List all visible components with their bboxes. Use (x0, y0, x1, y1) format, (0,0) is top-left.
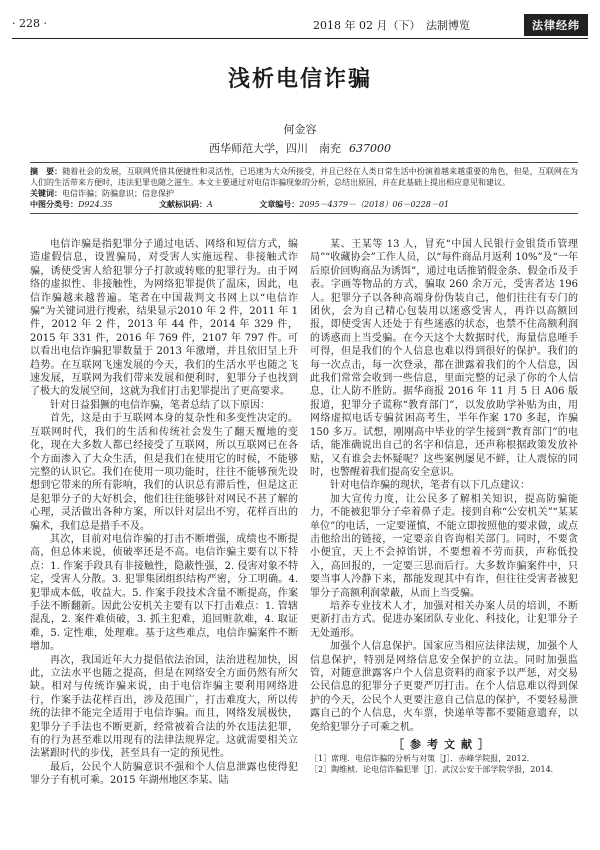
paragraph: 针对电信诈骗的现状，笔者有以下几点建议： (330, 480, 530, 492)
paragraph: 电信诈骗是指犯罪分子通过电话、网络和短信方式，编造虚假信息，设置骗局，对受害人实施远程、非接触式诈骗，诱使受害人给犯罪分子打款或转账的犯罪行为。由于网络的虚拟性、非接触性，为网络犯罪提供了温床，因此，电信诈骗越来越普遍。笔者在中国裁判文书网上以“电信诈骗”为关键词进行搜索，结果显示2010 年 2 件，2011 年 1 件，2012 年 2 件，2013 年 44 件，2014 年 329 件，2015 年 331 件，2016 年 769 件，2107 年 797 件。可以看出电信诈骗犯罪数量于 2013 年激增，并且依旧呈上升趋势。在互联网飞速发展的今天，我们的生活水平也随之飞速发展，互联网为我们带来发展和便利时，犯罪分子也找到了极大的发展空间，这就为我们打击犯罪提出了更高要求。 (30, 239, 298, 398)
body-column-right (310, 238, 578, 775)
clc-label: 中图分类号： (30, 200, 78, 209)
abstract-block (30, 162, 578, 214)
doc-value: A (206, 200, 213, 209)
reference-item: ［1］席理．电信诈骗的分析与对策［J］．赤峰学院报，2012． (310, 754, 535, 764)
abstract-text: 随着社会的发展，互联网凭借其便捷性和灵活性，已迅速为大众所接受，并且已经在人类日常生活中扮演着越来越重要的角色，但是，互联网在为人们的生活带来方便时，违法犯罪也随之滋生。本文主要通过对电信诈骗现象的分析，总结出原因，并在此基础上提出相应意见和建议。 (30, 167, 579, 187)
abstract (30, 166, 578, 188)
paragraph: 首先，这是由于互联网本身的复杂性和多变性决定的。互联网时代，我们的生活和传统社会发生了翻天覆地的变化，现在大多数人都已经接受了互联网，所以互联网已在各个方面渗入了大众生活，但是我们在使用它的时候，不能够完整的认识它。我们在使用一项功能时，往往不能够预先设想到它带来的所有影响，我们的认识总有滞后性，但是这正是犯罪分子的大好机会，他们往往能够针对网民不甚了解的心理，灵活做出各种方案，所以针对层出不穷，花样百出的骗术，我们总是措手不及。 (30, 413, 298, 532)
paragraph: 最后，公民个人防骗意识不强和个人信息泄露也使得犯罪分子有机可乘。2015 年湖州地区李某、陆 (30, 761, 298, 787)
paragraph: 针对日益猖獗的电信诈骗，笔者总结了以下原因： (50, 399, 270, 411)
page-header (12, 14, 588, 36)
paragraph: 其次，目前对电信诈骗的打击不断增强，成绩也不断提高，但总体来说，侦破率还是不高。电信诈骗主要有以下特点：1. 作案手段具有非接触性，隐蔽性强，2. 侵害对象不特定，受害人分散。3. 犯罪集团组织结构严密，分工明确。4. 犯罪成本低，收益大。5. 作案手段技术含量不断提高，作案手法不断翻新。因此公安机关主要有以下打击难点：1. 管辖混乱，2. 案件难侦破，3. 抓主犯难，追回赃款难，4. 取证难，5. 定性难，处理难。基于这些难点，电信诈骗案件不断增加。 (30, 533, 298, 653)
abstract-label: 摘 要： (30, 167, 63, 176)
article-no-value: 2095－4379－（2018）06－0228－01 (299, 200, 450, 209)
body-column-left (30, 238, 298, 788)
keywords (30, 188, 578, 199)
paragraph: 加强个人信息保护。国家应当相应法律法规，加强个人信息保护，特别是网络信息安全保护的立法。同时加强监管，对随意泄露客户个人信息资料的商家予以严惩，对交易公民信息的犯罪分子更要严厉打击。在个人信息难以得到保护的今天，公民个人更要注意自己信息的保护，不要轻易泄露自己的个人信息，火车票，快递单等都不要随意遗弃，以免给犯罪分子可乘之机。 (310, 641, 578, 733)
page-number: · 228 · (12, 17, 47, 30)
author-name: 何金容 (283, 123, 317, 136)
doc-field (159, 200, 213, 209)
affiliation-text: 西华师范大学，四川 南充 (209, 142, 341, 155)
paragraph: 再次，我国近年大力提倡依法治国，法治进程加快，因此，立法水平也随之提高，但是在网络安全方面仍然有所欠缺。相对与传统诈骗来说，由于电信诈骗主要利用网络进行，作案手法花样百出，涉及范围广，打击难度大，所以传统的法律不能完全适用于电信诈骗。而且，网络发展极快，犯罪分子手法也不断更新，经常被着合法的外衣违法犯罪，有的行为甚至难以用现有的法律法规界定。这就需要相关立法紧跟时代的步伐，甚至具有一定的预见性。 (30, 654, 298, 760)
classification-line (30, 199, 578, 210)
paragraph: 加大宣传力度，让公民多了解相关知识，提高防骗能力，不能被犯罪分子牵着鼻子走。接到自称“公安机关”“某某单位”的电话，一定要谨慎，不能立即按照他的要求做，或点击他给出的链接，一定要亲自咨询相关部门。同时，不要贪小便宜，天上不会掉馅饼，不要想着不劳而获，声称低投入，高回报的，一定要三思而后行。大多数诈骗案件中，只要当事人冷静下来，都能发现其中有诈，但往往受害者被犯罪分子高额利润蒙蔽，从而上当受骗。 (310, 493, 578, 599)
paragraph: 培养专业技术人才，加强对相关办案人员的培训，不断更新打击方式。促进办案团队专业化、科技化，让犯罪分子无处遁形。 (310, 600, 578, 639)
doc-label: 文献标识码： (158, 200, 207, 209)
postcode: 637000 (349, 142, 391, 155)
clc-field (30, 200, 112, 209)
keywords-text: 电信诈骗；防骗意识；信息保护 (62, 189, 174, 198)
header-rule (12, 38, 588, 39)
section-badge: 法律经纬 (524, 14, 588, 36)
article-no-label: 文章编号： (259, 200, 300, 209)
author-affiliation (0, 140, 600, 156)
article-title: 浅析电信诈骗 (227, 67, 372, 92)
journal-issue: 2018 年 02 月（下） 法制博览 (313, 19, 470, 32)
keywords-label: 关键词： (30, 189, 62, 198)
paragraph: 某、王某等 13 人，冒充“中国人民银行金银货币管理局”“收藏协会”工作人员，以“每件商品月返利 10%”及“一年后原价回购商品为诱饵”，通过电话推销假金条、假金币及手表。字画等物品的方式，骗取 260 余万元，受害者达 196 人。犯罪分子以各种高端身份伪装自己，他们往往有专门的团伙，会为自己精心包装用以迷惑受害人，再许以高额回报，即使受害人还处于有些迷惑的状态，也禁不住高额利润的诱惑而上当受骗。在今天这个大数据时代，海量信息唾手可得，但是我们的个人信息也难以得到很好的保护。我们的每一次点击，每一次登录，都在泄露着我们的个人信息，因此我们常常会收到一些信息，里面完整的记录了你的个人信息，让人防不胜防。据华商报 2016 年 11 月 5 日 A06 版报道，犯罪分子谎称“教育部门”，以发放助学补贴为由，用网络虚拟电话专骗贫困高考生，半年作案 170 多起，诈骗 150 多万。试想，刚刚高中毕业的学生接到“教育部门”的电话，能准确说出自己的名字和信息，还声称根据政策发放补贴，又有谁会去怀疑呢？这些案例屡见不鲜，让人震惊的同时，也警醒着我们提高安全意识。 (310, 239, 578, 478)
article-no-field (259, 200, 449, 209)
reference-item: ［2］陶维桢．论电信诈骗犯罪［J］．武汉公安干部学院学报，2014． (310, 765, 559, 775)
references-heading: ［参考文献］ (393, 738, 495, 752)
clc-value: D924.35 (78, 200, 113, 209)
